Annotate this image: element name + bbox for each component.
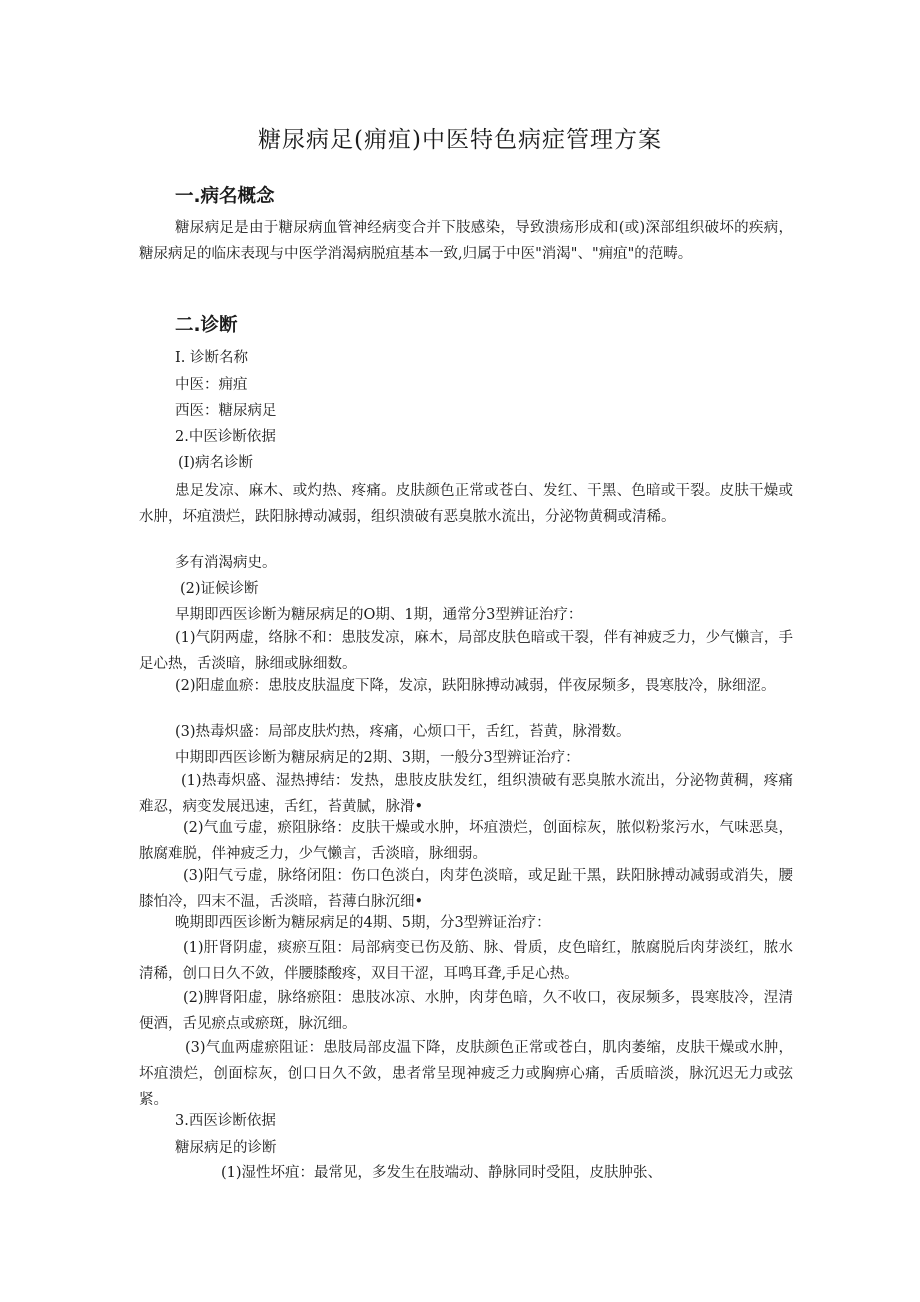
document-title: 糖尿病足(痈疽)中医特色病症管理方案: [258, 127, 662, 153]
symptoms-paragraph: 患足发凉、麻木、或灼热、疼痛。皮肤颜色正常或苍白、发红、干黑、色暗或干裂。皮肤干燥或水肿，坏疽溃烂，趺阳脉搏动减弱，组织溃破有恶臭脓水流出，分泌物黄稠或清稀。: [139, 483, 793, 525]
late-stage-intro: 晚期即西医诊断为糖尿病足的4期、5期，分3型辨证治疗：: [175, 915, 551, 931]
wm-criteria-heading: 3.西医诊断依据: [175, 1113, 276, 1129]
mid-type-3: (3)阳气亏虚，脉络闭阻：伤口色淡白，肉芽色淡暗，或足趾干黑，趺阳脉搏动减弱或消失，腰膝怕冷，四末不温，舌淡暗，苔薄白脉沉细•: [139, 868, 793, 910]
wm-diagnosis-subheading: 糖尿病足的诊断: [175, 1140, 277, 1156]
disease-diagnosis-heading: (I)病名诊断: [178, 455, 254, 471]
mid-type-1: (1)热毒炽盛、湿热搏结：发热，患肢皮肤发红，组织溃破有恶臭脓水流出，分泌物黄稠，疼痛难忍，病变发展迅速，舌红，苔黄腻，脉滑•: [139, 773, 793, 815]
tcm-name: 中医：痈疽: [175, 377, 248, 393]
section-heading-concept: 一.病名概念: [175, 186, 275, 207]
tcm-criteria-heading: 2.中医诊断依据: [175, 429, 276, 445]
early-type-1: (1)气阴两虚，络脉不和：患肢发凉，麻木，局部皮肤色暗或干裂，伴有神疲乏力，少气懒言，手足心热，舌淡暗，脉细或脉细数。: [139, 630, 793, 672]
late-type-2: (2)脾肾阳虚，脉络瘀阻：患肢冰凉、水肿，肉芽色暗，久不收口，夜尿频多，畏寒肢冷，涅清便酒，舌见瘀点或瘀斑，脉沉细。: [139, 990, 793, 1032]
syndrome-diagnosis-heading: (2)证候诊断: [180, 581, 259, 597]
concept-paragraph: 糖尿病足是由于糖尿病血管神经病变合并下肢感染，导致溃疡形成和(或)深部组织破坏的疾病，糖尿病足的临床表现与中医学消渴病脱疽基本一致,归属于中医"消渴"、"痈疽"的范畴。: [139, 220, 793, 262]
early-stage-intro: 早期即西医诊断为糖尿病足的O期、1期，通常分3型辨证治疗：: [175, 607, 583, 623]
history-line: 多有消渴病史。: [175, 555, 277, 571]
early-type-3: (3)热毒炽盛：局部皮肤灼热，疼痛，心烦口干，舌红，苔黄，脉滑数。: [175, 724, 631, 740]
late-type-1: (1)肝肾阴虚，痰瘀互阻：局部病变已伤及筋、脉、骨质，皮色暗红，脓腐脱后肉芽淡红，脓水清稀，创口日久不敛，伴腰膝酸疼，双目干涩，耳鸣耳聋,手足心热。: [139, 940, 793, 982]
section-heading-diagnosis: 二.诊断: [175, 315, 238, 336]
diagnosis-name-heading: I. 诊断名称: [175, 350, 248, 366]
wm-name: 西医：糖尿病足: [175, 403, 277, 419]
early-type-2: (2)阳虚血瘀：患肢皮肤温度下降，发凉，趺阳脉搏动减弱，伴夜尿频多，畏寒肢冷，脉细涩。: [175, 678, 776, 694]
mid-type-2: (2)气血亏虚，瘀阻脉络：皮肤干燥或水肿，坏疽溃烂，创面棕灰，脓似粉浆污水，气味恶臭，脓腐难脱，伴神疲乏力，少气懒言，舌淡暗，脉细弱。: [139, 820, 793, 862]
late-type-3: (3)气血两虚瘀阻证：患肢局部皮温下降，皮肤颜色正常或苍白，肌肉萎缩，皮肤干燥或水肿，坏疽溃烂，创面棕灰，创口日久不敛，患者常呈现神疲乏力或胸痹心痛，舌质暗淡，脉沉迟无力或弦紧。: [139, 1040, 793, 1108]
mid-stage-intro: 中期即西医诊断为糖尿病足的2期、3期，一般分3型辨证治疗：: [175, 750, 580, 766]
wet-gangrene-line: (1)湿性坏疽：最常见，多发生在肢端动、静脉同时受阻，皮肤肿张、: [221, 1165, 663, 1181]
